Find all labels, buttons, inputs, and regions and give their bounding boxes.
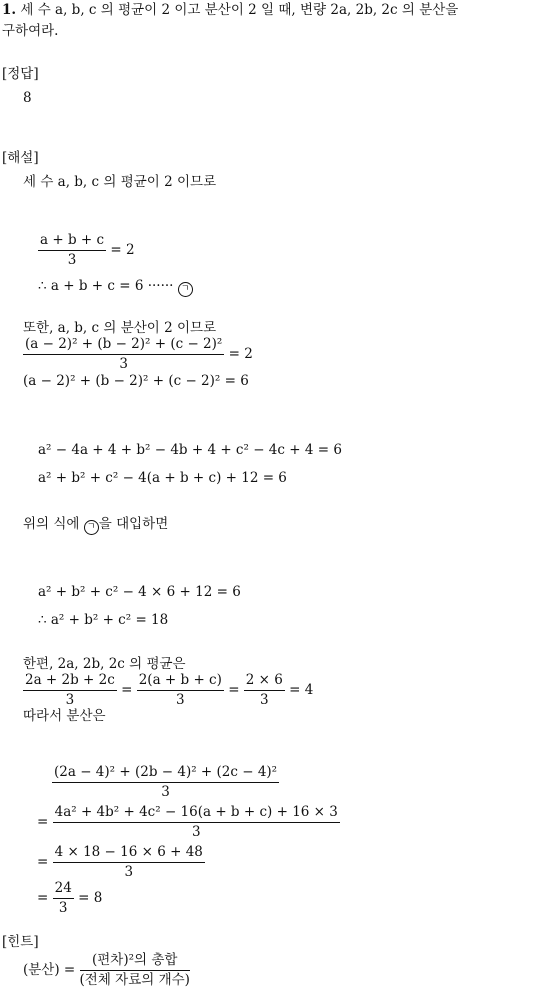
substitution-note	[23, 518, 168, 535]
equation-rhs: = 2	[228, 346, 253, 362]
problem-line-2: 구하여라.	[2, 23, 59, 39]
equation-sum-squares: ∴ a² + b² + c² = 18	[38, 612, 169, 628]
hint-heading: [힌트]	[2, 934, 39, 950]
circled-mark-icon: ㄱ	[84, 520, 99, 535]
equation-text: ∴ a + b + c = 6 ······	[38, 278, 174, 294]
fraction-numerator: 2(a + b + c)	[137, 674, 224, 691]
equals-sign: =	[228, 682, 240, 698]
equation-variance-sum: (a − 2)² + (b − 2)² + (c − 2)² = 6	[23, 373, 249, 389]
fraction-denominator: 3	[191, 823, 201, 840]
equation-rhs: = 8	[78, 890, 103, 906]
fraction-denominator: 3	[119, 355, 128, 372]
fraction-denominator: 3	[176, 691, 185, 708]
fraction	[38, 234, 106, 267]
solution-heading: [해설]	[2, 150, 39, 166]
mean-intro: 한편, 2a, 2b, 2c 의 평균은	[23, 656, 186, 672]
fraction	[80, 954, 190, 987]
equation-mean-sum	[38, 234, 135, 267]
equation-variance-step-1	[52, 766, 279, 799]
equation-variance-step-3	[37, 846, 205, 879]
solution-also: 또한, a, b, c 의 분산이 2 이므로	[23, 320, 217, 336]
equals-sign: =	[37, 854, 49, 870]
fraction-numerator: (2a − 4)² + (2b − 4)² + (2c − 4)²	[52, 766, 279, 783]
equation-rhs: = 4	[289, 682, 314, 698]
equals-sign: =	[121, 682, 133, 698]
fraction-denominator: 3	[161, 783, 170, 800]
fraction-numerator: 4a² + 4b² + 4c² − 16(a + b + c) + 16 × 3	[53, 806, 340, 823]
equation-variance-result	[37, 882, 102, 915]
equation-variance	[23, 338, 253, 371]
fraction	[53, 882, 74, 915]
fraction-numerator: 2 × 6	[244, 674, 285, 691]
fraction	[23, 338, 224, 371]
solution-intro: 세 수 a, b, c 의 평균이 2 이므로	[23, 174, 217, 190]
fraction-numerator: (편차)²의 총합	[80, 954, 190, 971]
fraction-denominator: 3	[65, 691, 75, 708]
fraction-denominator: 3	[67, 251, 77, 268]
equation-sum-result	[38, 280, 193, 297]
fraction-denominator: (전체 자료의 개수)	[79, 971, 190, 988]
problem-line-1: 세 수 a, b, c 의 평균이 2 이고 분산이 2 일 때, 변량 2a, 2b, 2c 의 분산을	[20, 2, 459, 18]
fraction	[53, 846, 205, 879]
answer-heading: [정답]	[2, 66, 39, 82]
fraction-denominator: 3	[124, 863, 134, 880]
answer-value: 8	[23, 90, 32, 106]
hint-formula	[23, 954, 190, 987]
equation-grouped: a² + b² + c² − 4(a + b + c) + 12 = 6	[38, 470, 287, 486]
equation-new-mean	[23, 674, 313, 707]
equals-sign: =	[37, 890, 49, 906]
equation-variance-step-2	[37, 806, 340, 839]
fraction-numerator: 2a + 2b + 2c	[23, 674, 117, 691]
problem-number: 1.	[2, 2, 17, 18]
fraction	[53, 806, 340, 839]
fraction-numerator: 24	[53, 882, 74, 899]
circled-mark-icon: ㄱ	[178, 282, 193, 297]
fraction	[137, 674, 224, 707]
fraction-numerator: (a − 2)² + (b − 2)² + (c − 2)²	[23, 338, 224, 355]
fraction-numerator: a + b + c	[38, 234, 106, 251]
variance-intro: 따라서 분산은	[23, 708, 106, 724]
fraction	[23, 674, 117, 707]
substitution-text: 을 대입하면	[98, 516, 169, 532]
fraction	[244, 674, 285, 707]
fraction	[52, 766, 279, 799]
substitution-text: 위의 식에	[23, 516, 80, 532]
fraction-denominator: 3	[260, 691, 269, 708]
equals-sign: =	[37, 814, 49, 830]
equation-expanded: a² − 4a + 4 + b² − 4b + 4 + c² − 4c + 4 = 6	[38, 442, 342, 458]
hint-lhs: (분산) =	[23, 962, 76, 978]
fraction-numerator: 4 × 18 − 16 × 6 + 48	[53, 846, 205, 863]
problem-statement	[2, 4, 458, 18]
fraction-denominator: 3	[58, 899, 68, 916]
equation-substituted: a² + b² + c² − 4 × 6 + 12 = 6	[38, 584, 241, 600]
equation-rhs: = 2	[110, 242, 135, 258]
